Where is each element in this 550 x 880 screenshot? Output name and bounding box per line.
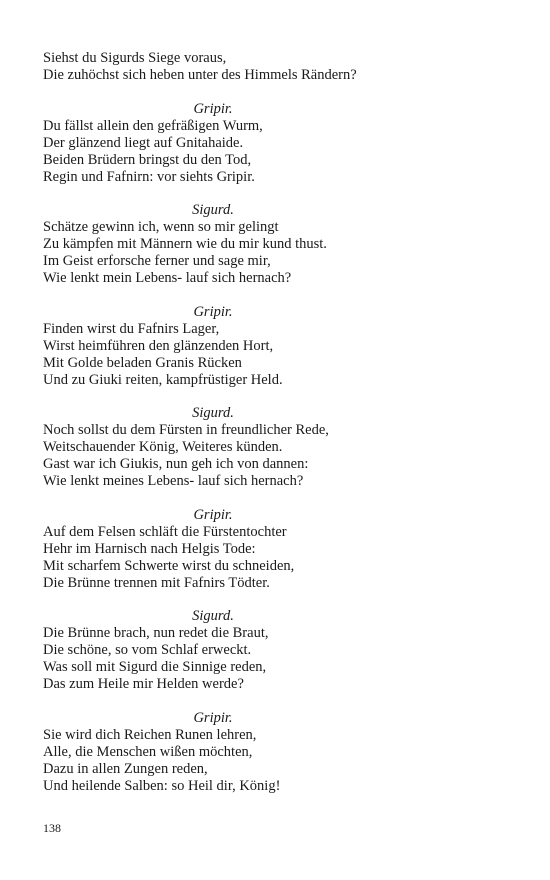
stanza [43, 101, 383, 186]
stanza [43, 405, 383, 490]
verse-line: Und zu Giuki reiten, kampfrüstiger Held. [43, 371, 283, 388]
verse-line: Die schöne, so vom Schlaf erweckt. [43, 642, 252, 658]
verse-line: Mit Golde beladen Granis Rücken [43, 354, 242, 371]
verse-line: Alle, die Menschen wißen möchten, [43, 743, 253, 760]
verse-line: Regin und Fafnirn: vor siehts Gripir. [43, 168, 255, 185]
verse-line: Zu kämpfen mit Männern wie du mir kund thust. [43, 236, 327, 252]
speaker-name: Sigurd. [192, 405, 234, 421]
verse-line: Die Brünne brach, nun redet die Braut, [43, 625, 269, 641]
speaker-name: Gripir. [193, 303, 233, 320]
verse-line: Wirst heimführen den glänzenden Hort, [43, 337, 274, 354]
verse-line: Mit scharfem Schwerte wirst du schneiden, [43, 557, 295, 574]
verse-line: Im Geist erforsche ferner und sage mir, [43, 253, 271, 269]
poem-text [43, 50, 383, 811]
verse-line: Schätze gewinn ich, wenn so mir gelingt [43, 219, 279, 235]
stanza [43, 608, 383, 693]
verse-line: Die Brünne trennen mit Fafnirs Tödter. [43, 574, 270, 591]
speaker-name: Gripir. [193, 100, 233, 117]
stanza [43, 50, 383, 84]
verse-line: Finden wirst du Fafnirs Lager, [43, 320, 220, 337]
page-number: 138 [43, 821, 61, 835]
verse-line: Das zum Heile mir Helden werde? [43, 676, 244, 692]
stanza [43, 304, 383, 389]
stanza [43, 710, 383, 795]
speaker-name: Sigurd. [192, 202, 234, 218]
verse-line: Wie lenkt meines Lebens- lauf sich hernach? [43, 473, 304, 489]
verse-line: Du fällst allein den gefräßigen Wurm, [43, 117, 263, 134]
verse-line: Was soll mit Sigurd die Sinnige reden, [43, 659, 267, 675]
verse-line: Hehr im Harnisch nach Helgis Tode: [43, 540, 256, 557]
verse-line: Weitschauender König, Weiteres künden. [43, 439, 283, 455]
verse-line: Der glänzend liegt auf Gnitahaide. [43, 134, 244, 151]
verse-line: Und heilende Salben: so Heil dir, König! [43, 777, 281, 794]
verse-line: Beiden Brüdern bringst du den Tod, [43, 151, 252, 168]
verse-line: Siehst du Sigurds Siege voraus, [43, 50, 227, 66]
verse-line: Die zuhöchst sich heben unter des Himmels Rändern? [43, 67, 357, 83]
verse-line: Gast war ich Giukis, nun geh ich von dannen: [43, 456, 309, 472]
verse-line: Dazu in allen Zungen reden, [43, 760, 208, 777]
stanza [43, 507, 383, 592]
speaker-name: Sigurd. [192, 608, 234, 624]
verse-line: Wie lenkt mein Lebens- lauf sich hernach? [43, 270, 292, 286]
speaker-name: Gripir. [193, 506, 233, 523]
verse-line: Noch sollst du dem Fürsten in freundlicher Rede, [43, 422, 329, 438]
speaker-name: Gripir. [193, 709, 233, 726]
verse-line: Auf dem Felsen schläft die Fürstentochter [43, 523, 287, 540]
verse-line: Sie wird dich Reichen Runen lehren, [43, 726, 257, 743]
stanza [43, 202, 383, 287]
